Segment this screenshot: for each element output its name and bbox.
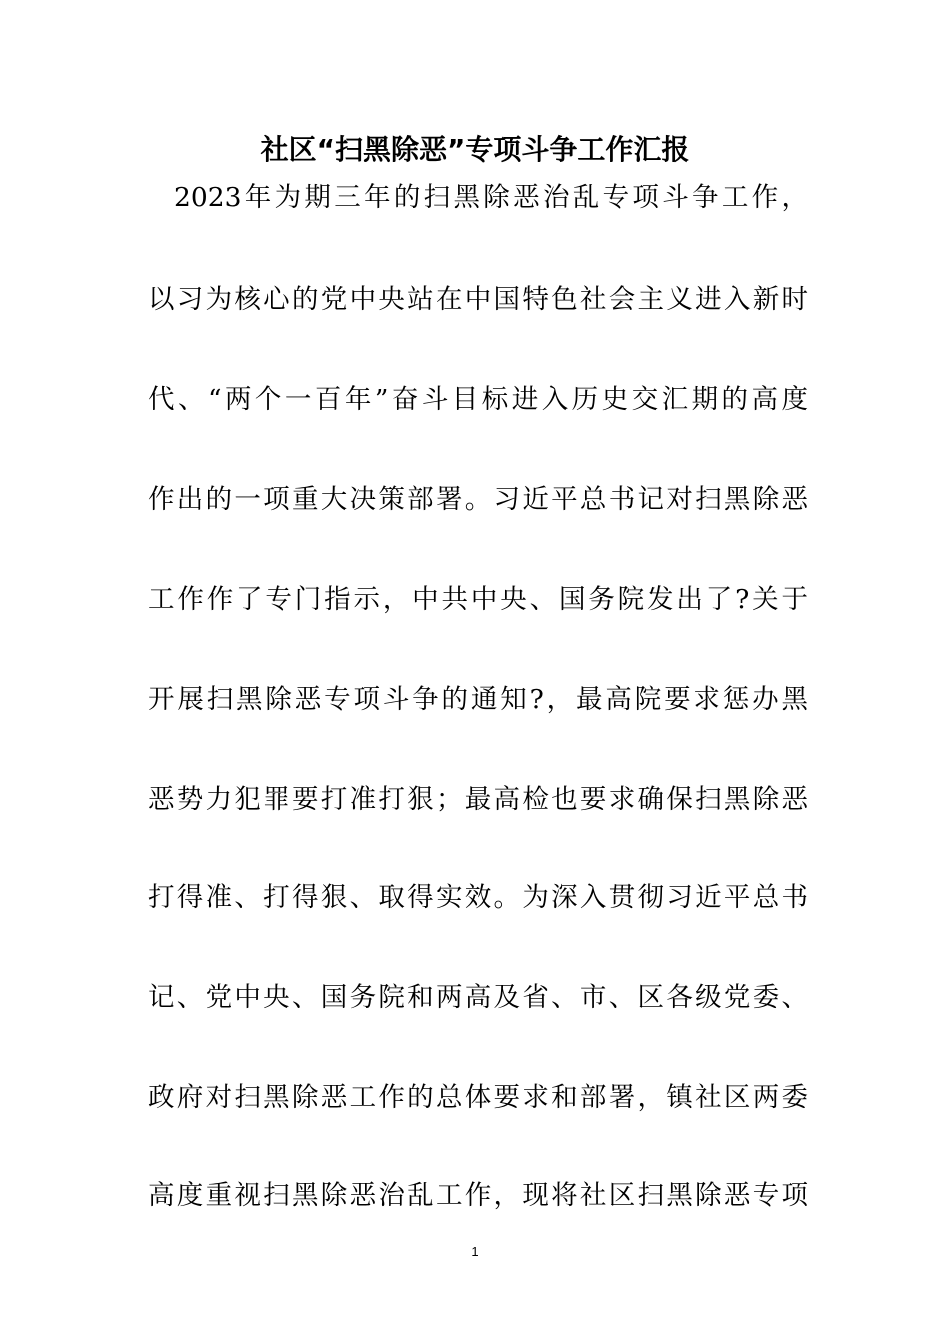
body-line-11: 高度重视扫黑除恶治乱工作，现将社区扫黑除恶专项 [148,1180,808,1211]
body-line-10: 政府对扫黑除恶工作的总体要求和部署，镇社区两委 [148,1082,808,1113]
body-line-1: 2023年为期三年的扫黑除恶治乱专项斗争工作， [174,182,808,213]
body-line-6: 开展扫黑除恶专项斗争的通知?，最高院要求惩办黑 [148,684,808,715]
body-line-4: 作出的一项重大决策部署。习近平总书记对扫黑除恶 [148,484,808,515]
body-line-3: 代、“两个一百年”奋斗目标进入历史交汇期的高度 [148,384,808,415]
body-line-8: 打得准、打得狠、取得实效。为深入贯彻习近平总书 [148,882,808,913]
document-title: 社区“扫黑除恶”专项斗争工作汇报 [260,133,690,166]
body-line-9: 记、党中央、国务院和两高及省、市、区各级党委、 [148,982,808,1013]
body-line-5: 工作作了专门指示，中共中央、国务院发出了?关于 [148,584,808,615]
body-line-7: 恶势力犯罪要打准打狠；最高检也要求确保扫黑除恶 [148,784,808,815]
body-line-2: 以习为核心的党中央站在中国特色社会主义进入新时 [148,284,808,315]
page-number: 1 [471,1244,479,1259]
